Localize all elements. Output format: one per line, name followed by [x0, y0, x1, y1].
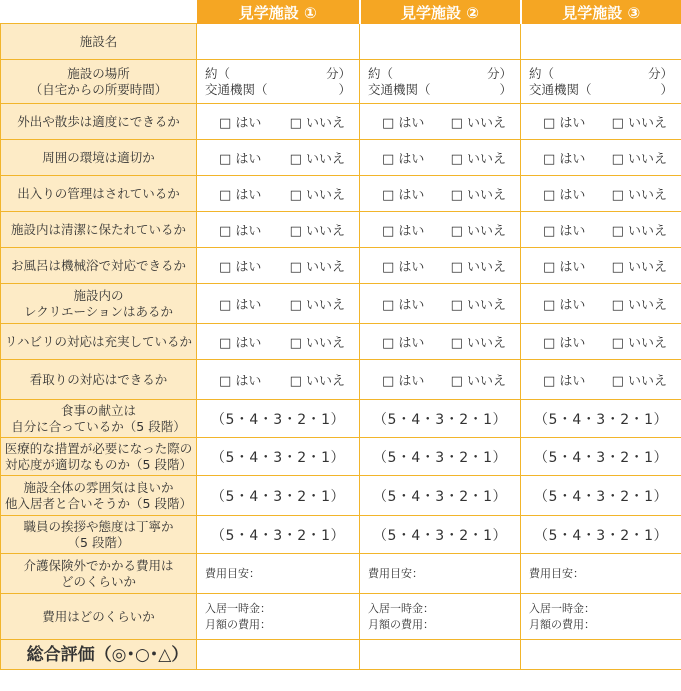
rating-scale[interactable]: （5・4・3・2・1）	[360, 476, 521, 516]
staff-line2: （5 段階）	[67, 534, 130, 550]
no-checkbox[interactable]: □ いいえ	[611, 298, 667, 313]
yes-checkbox[interactable]: □ はい	[543, 336, 586, 351]
row-label-menu	[1, 400, 197, 438]
no-checkbox[interactable]: □ いいえ	[450, 116, 506, 131]
recreation-line1: 施設内の	[73, 287, 124, 303]
atmosphere-line2: 他入居者と合いそうか（5 段階）	[5, 495, 192, 511]
menu-line2: 自分に合っているか（5 段階）	[11, 418, 186, 434]
yes-checkbox[interactable]: □ はい	[219, 336, 262, 351]
yes-checkbox[interactable]: □ はい	[543, 152, 586, 167]
transport-label: 交通機関（	[205, 81, 268, 97]
rating-scale[interactable]: （5・4・3・2・1）	[360, 400, 521, 438]
overall-field-3[interactable]	[521, 640, 681, 670]
location-label-line1: 施設の場所	[67, 65, 130, 81]
overall-field-1[interactable]	[197, 640, 360, 670]
rating-scale[interactable]: （5・4・3・2・1）	[360, 516, 521, 554]
no-checkbox[interactable]: □ いいえ	[289, 152, 345, 167]
monthly-fee-label: 月額の費用：	[368, 617, 434, 631]
rating-scale[interactable]: （5・4・3・2・1）	[521, 400, 681, 438]
minutes-label: 分）	[325, 65, 351, 81]
location-label-line2: （自宅からの所要時間）	[29, 81, 168, 97]
no-checkbox[interactable]: □ いいえ	[450, 188, 506, 203]
no-checkbox[interactable]: □ いいえ	[289, 374, 345, 389]
row-label-clean: 施設内は清潔に保たれているか	[1, 212, 197, 248]
yes-checkbox[interactable]: □ はい	[382, 224, 425, 239]
monthly-fee-label: 月額の費用：	[205, 617, 271, 631]
yes-checkbox[interactable]: □ はい	[543, 374, 586, 389]
no-checkbox[interactable]: □ いいえ	[450, 152, 506, 167]
location-field-3[interactable]	[521, 60, 681, 104]
yes-checkbox[interactable]: □ はい	[219, 374, 262, 389]
staff-line1: 職員の挨拶や態度は丁寧か	[23, 518, 174, 534]
no-checkbox[interactable]: □ いいえ	[611, 374, 667, 389]
cost-estimate-label: 費用目安：	[368, 566, 423, 580]
no-checkbox[interactable]: □ いいえ	[611, 336, 667, 351]
no-checkbox[interactable]: □ いいえ	[611, 188, 667, 203]
no-checkbox[interactable]: □ いいえ	[611, 260, 667, 275]
no-checkbox[interactable]: □ いいえ	[450, 260, 506, 275]
yes-checkbox[interactable]: □ はい	[382, 116, 425, 131]
no-checkbox[interactable]: □ いいえ	[450, 336, 506, 351]
row-label-staff	[1, 516, 197, 554]
header-facility-1: 見学施設 ①	[197, 1, 360, 24]
no-checkbox[interactable]: □ いいえ	[450, 374, 506, 389]
location-field-2[interactable]	[360, 60, 521, 104]
row-label-cost-total: 費用はどのくらいか	[1, 594, 197, 640]
yes-checkbox[interactable]: □ はい	[543, 224, 586, 239]
transport-close: ）	[338, 81, 351, 97]
row-label-bath: お風呂は機械浴で対応できるか	[1, 248, 197, 284]
cost-total-field-1[interactable]	[197, 594, 360, 640]
approx-label: 約（	[205, 65, 231, 81]
yes-checkbox[interactable]: □ はい	[219, 116, 262, 131]
monthly-fee-label: 月額の費用：	[529, 617, 595, 631]
overall-field-2[interactable]	[360, 640, 521, 670]
minutes-label: 分）	[486, 65, 512, 81]
yes-checkbox[interactable]: □ はい	[382, 188, 425, 203]
cost-estimate-label: 費用目安：	[205, 566, 260, 580]
row-label-overall: 総合評価（◎･○･△）	[1, 640, 197, 670]
header-blank	[1, 1, 197, 24]
approx-label: 約（	[368, 65, 394, 81]
rating-scale[interactable]: （5・4・3・2・1）	[197, 438, 360, 476]
header-facility-2: 見学施設 ②	[360, 1, 521, 24]
no-checkbox[interactable]: □ いいえ	[450, 298, 506, 313]
yes-checkbox[interactable]: □ はい	[219, 260, 262, 275]
no-checkbox[interactable]: □ いいえ	[611, 116, 667, 131]
rating-scale[interactable]: （5・4・3・2・1）	[197, 476, 360, 516]
row-label-entry: 出入りの管理はされているか	[1, 176, 197, 212]
name-field-1[interactable]	[197, 24, 360, 60]
no-checkbox[interactable]: □ いいえ	[611, 224, 667, 239]
row-label-outing: 外出や散歩は適度にできるか	[1, 104, 197, 140]
yes-checkbox[interactable]: □ はい	[219, 224, 262, 239]
no-checkbox[interactable]: □ いいえ	[289, 260, 345, 275]
header-facility-3: 見学施設 ③	[521, 1, 681, 24]
transport-label: 交通機関（	[368, 81, 431, 97]
yes-checkbox[interactable]: □ はい	[543, 260, 586, 275]
rating-scale[interactable]: （5・4・3・2・1）	[521, 476, 681, 516]
no-checkbox[interactable]: □ いいえ	[289, 116, 345, 131]
location-field-1[interactable]	[197, 60, 360, 104]
cost-estimate-field-3[interactable]	[521, 554, 681, 594]
row-label-medical	[1, 438, 197, 476]
row-label-cost-extra	[1, 554, 197, 594]
yes-checkbox[interactable]: □ はい	[543, 116, 586, 131]
no-checkbox[interactable]: □ いいえ	[450, 224, 506, 239]
yes-checkbox[interactable]: □ はい	[382, 152, 425, 167]
approx-label: 約（	[529, 65, 555, 81]
yes-checkbox[interactable]: □ はい	[219, 152, 262, 167]
menu-line1: 食事の献立は	[60, 402, 136, 418]
move-in-fee-label: 入居一時金：	[368, 601, 434, 615]
no-checkbox[interactable]: □ いいえ	[289, 336, 345, 351]
cost-total-field-3[interactable]	[521, 594, 681, 640]
no-checkbox[interactable]: □ いいえ	[289, 298, 345, 313]
row-label-name: 施設名	[1, 24, 197, 60]
yes-checkbox[interactable]: □ はい	[543, 188, 586, 203]
cost-extra-line2: どのくらいか	[60, 573, 136, 589]
transport-label: 交通機関（	[529, 81, 592, 97]
yes-checkbox[interactable]: □ はい	[382, 336, 425, 351]
minutes-label: 分）	[647, 65, 673, 81]
cost-total-field-2[interactable]	[360, 594, 521, 640]
rating-scale[interactable]: （5・4・3・2・1）	[521, 516, 681, 554]
name-field-2[interactable]	[360, 24, 521, 60]
rating-scale[interactable]: （5・4・3・2・1）	[197, 400, 360, 438]
row-label-location	[1, 60, 197, 104]
cost-estimate-label: 費用目安：	[529, 566, 584, 580]
medical-line2: 対応度が適切なものか（5 段階）	[5, 456, 192, 472]
rating-scale[interactable]: （5・4・3・2・1）	[521, 438, 681, 476]
move-in-fee-label: 入居一時金：	[205, 601, 271, 615]
medical-line1: 医療的な措置が必要になった際の	[4, 440, 193, 456]
cost-estimate-field-2[interactable]	[360, 554, 521, 594]
cost-extra-line1: 介護保険外でかかる費用は	[23, 557, 174, 573]
cost-estimate-field-1[interactable]	[197, 554, 360, 594]
recreation-line2: レクリエーションはあるか	[23, 303, 173, 319]
yes-checkbox[interactable]: □ はい	[543, 298, 586, 313]
rating-scale[interactable]: （5・4・3・2・1）	[360, 438, 521, 476]
transport-close: ）	[660, 81, 673, 97]
yes-checkbox[interactable]: □ はい	[382, 374, 425, 389]
name-field-3[interactable]	[521, 24, 681, 60]
yes-checkbox[interactable]: □ はい	[219, 188, 262, 203]
move-in-fee-label: 入居一時金：	[529, 601, 595, 615]
row-label-rehab: リハビリの対応は充実しているか	[1, 324, 197, 360]
atmosphere-line1: 施設全体の雰囲気は良いか	[23, 479, 174, 495]
no-checkbox[interactable]: □ いいえ	[289, 188, 345, 203]
row-label-endoflife: 看取りの対応はできるか	[1, 360, 197, 400]
row-label-recreation	[1, 284, 197, 324]
no-checkbox[interactable]: □ いいえ	[611, 152, 667, 167]
yes-checkbox[interactable]: □ はい	[219, 298, 262, 313]
no-checkbox[interactable]: □ いいえ	[289, 224, 345, 239]
yes-checkbox[interactable]: □ はい	[382, 260, 425, 275]
row-label-environment: 周囲の環境は適切か	[1, 140, 197, 176]
transport-close: ）	[499, 81, 512, 97]
yes-checkbox[interactable]: □ はい	[382, 298, 425, 313]
row-label-atmosphere	[1, 476, 197, 516]
rating-scale[interactable]: （5・4・3・2・1）	[197, 516, 360, 554]
